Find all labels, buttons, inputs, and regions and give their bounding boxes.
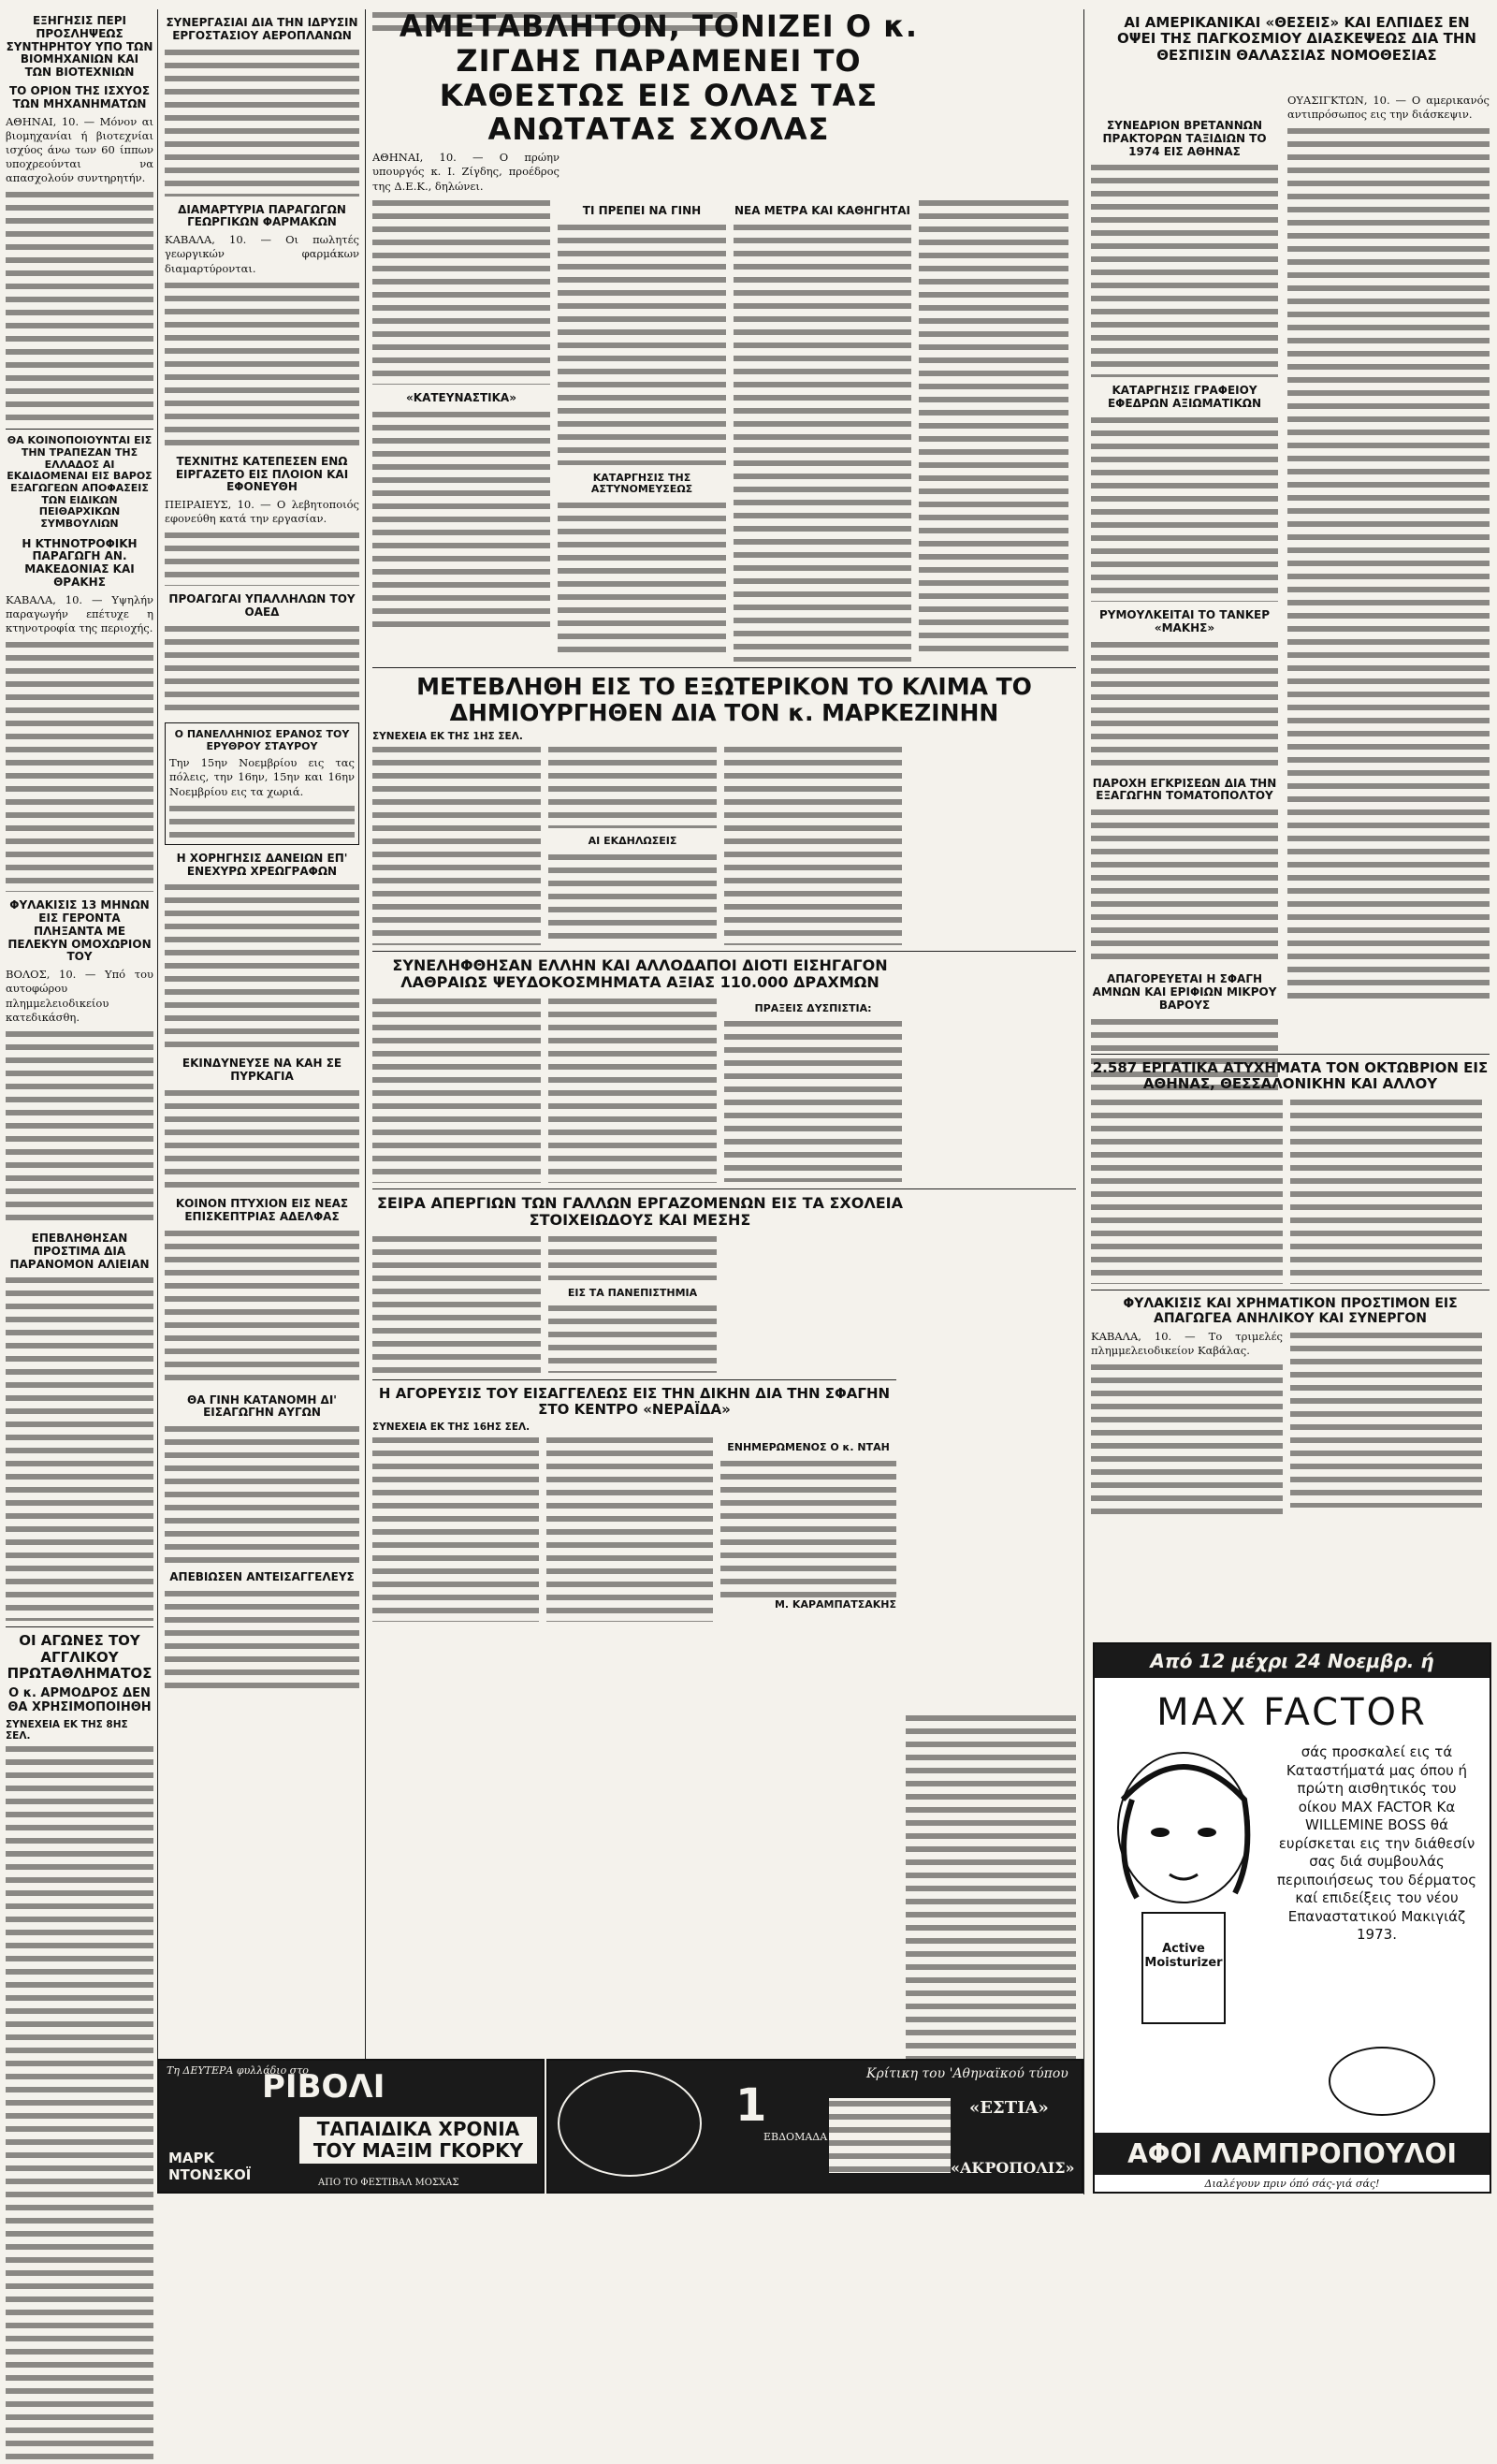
estia-title: «ΕΣΤΙΑ» bbox=[969, 2098, 1049, 2118]
subheadline-armodros: Ο κ. ΑΡΜΟΔΡΟΣ ΔΕΝ ΘΑ ΧΡΗΣΙΜΟΠΟΙΗΘΗ bbox=[7, 1686, 152, 1715]
article-body bbox=[169, 803, 355, 840]
article-text: ΚΑΒΑΛΑ, 10. — Υψηλήν παραγωγήν επέτυχε η κτηνοτροφία της περιοχής. bbox=[6, 592, 153, 635]
subhead-new-measures: ΝΕΑ ΜΕΤΡΑ ΚΑΙ ΚΑΘΗΓΗΤΑΙ bbox=[734, 203, 910, 217]
article-body bbox=[548, 1233, 717, 1280]
article-column bbox=[734, 197, 911, 662]
article-body bbox=[372, 996, 541, 1183]
model-illustration bbox=[1095, 1743, 1272, 2024]
subhead-police-abolition: ΚΑΤΑΡΓΗΣΙΣ ΤΗΣ ΑΣΤΥΝΟΜΕΥΣΕΩΣ bbox=[590, 471, 693, 496]
article-text: ΑΘΗΝΑΙ, 10. — Μόνον αι βιομηχανίαι ή βιοτεχνίαι ισχύος άνω των 60 ίππων υποχρεούνται να απασχολούν συντηρητήν. bbox=[6, 114, 153, 185]
article-body bbox=[558, 222, 726, 465]
column-rule bbox=[365, 9, 366, 2059]
headline-eggs: ΘΑ ΓΙΝΗ ΚΑΤΑΝΟΜΗ ΔΙ' ΕΙΣΑΓΩΓΗΝ ΑΥΓΩΝ bbox=[187, 1392, 337, 1420]
column-right-body bbox=[1287, 94, 1490, 1005]
divider bbox=[372, 667, 1076, 668]
divider bbox=[372, 1379, 896, 1380]
article-body bbox=[548, 1303, 717, 1373]
film-circle bbox=[558, 2070, 702, 2177]
headline-tomato-export: ΠΑΡΟΧΗ ΕΓΚΡΙΣΕΩΝ ΔΙΑ ΤΗΝ ΕΞΑΓΩΓΗΝ ΤΟΜΑΤΟΠΟΛΤΟΥ bbox=[1092, 776, 1277, 803]
byline: Μ. ΚΑΡΑΜΠΑΤΣΑΚΗΣ bbox=[774, 1597, 896, 1611]
headline-prosecutor-died: ΑΠΕΒΙΩΣΕΝ ΑΝΤΕΙΣΑΓΓΕΛΕΥΣ bbox=[169, 1570, 355, 1584]
article-body bbox=[6, 1743, 153, 2464]
week-number: 1 bbox=[735, 2079, 767, 2132]
article-body bbox=[724, 744, 902, 945]
article-body bbox=[734, 222, 911, 662]
article-body bbox=[372, 409, 550, 634]
logo-seal-icon bbox=[1329, 2047, 1435, 2116]
subheadline-machine-power: ΤΟ ΟΡΙΟΝ ΤΗΣ ΙΣΧΥΟΣ ΤΩΝ ΜΗΧΑΝΗΜΑΤΩΝ bbox=[8, 83, 151, 110]
article-body bbox=[1290, 1330, 1482, 1508]
ad-body bbox=[1095, 1743, 1490, 2024]
divider bbox=[6, 429, 153, 430]
article-body bbox=[558, 500, 726, 659]
article-body bbox=[6, 639, 153, 892]
max-factor-ad[interactable] bbox=[1093, 1642, 1491, 2194]
headline-french-strikes: ΣΕΙΡΑ ΑΠΕΡΓΙΩΝ ΤΩΝ ΓΑΛΛΩΝ ΕΡΓΑΖΟΜΕΝΩΝ ΕΙΣ ΤΑ ΣΧΟΛΕΙΑ ΣΤΟΙΧΕΙΩΔΟΥΣ ΚΑΙ ΜΕΣΗΣ bbox=[376, 1193, 904, 1230]
headline-tanker: ΡΥΜΟΥΛΚΕΙΤΑΙ ΤΟ ΤΑΝΚΕΡ «ΜΑΚΗΣ» bbox=[1098, 607, 1271, 634]
column-second bbox=[165, 9, 359, 1691]
trial-columns bbox=[372, 1435, 896, 1622]
article-body bbox=[165, 280, 359, 448]
article-column bbox=[1091, 1330, 1283, 1521]
column-rule bbox=[157, 9, 158, 2059]
article-body bbox=[1091, 1097, 1283, 1284]
red-cross-title: Ο ΠΑΝΕΛΛΗΝΙΟΣ ΕΡΑΝΟΣ ΤΟΥ ΕΡΥΘΡΟΥ ΣΤΑΥΡΟΥ bbox=[174, 728, 350, 752]
article-body bbox=[165, 1423, 359, 1564]
review-text bbox=[829, 2098, 951, 2173]
article-body bbox=[165, 882, 359, 1050]
headline-bank-of-greece: ΘΑ ΚΟΙΝΟΠΟΙΟΥΝΤΑΙ ΕΙΣ ΤΗΝ ΤΡΑΠΕΖΑΝ ΤΗΣ ΕΛΛΑΔΟΣ ΑΙ ΕΚΔΙΔΟΜΕΝΑΙ ΕΙΣ ΒΑΡΟΣ ΕΞΑΓΩΓΕΩΝ ΑΠΟΦΑΣΕΙΣ ΤΩΝ ΕΙΔΙΚΩΝ ΠΕΙΘΑΡΧΙΚΩΝ ΣΥΜΒΟΥΛΙΩΝ bbox=[7, 434, 153, 530]
article-column bbox=[724, 996, 902, 1183]
smuggling-columns bbox=[372, 996, 1076, 1183]
headline-smuggling: ΣΥΝΕΛΗΦΘΗΣΑΝ ΕΛΛΗΝ ΚΑΙ ΑΛΛΟΔΑΠΟΙ ΔΙΟΤΙ ΕΙΣΗΓΑΓΟΝ ΛΑΘΡΑΙΩΣ ΨΕΥΔΟΚΟΣΜΗΜΑΤΑ ΑΞΙΑΣ 110.000 ΔΡΑΧΜΩΝ bbox=[392, 956, 888, 992]
article-text: ΚΑΒΑΛΑ, 10. — Το τριμελές πλημμελειοδικείον Καβάλας. bbox=[1091, 1329, 1283, 1357]
headline-fire: ΕΚΙΝΔΥΝΕΥΣΕ ΝΑ ΚΑΗ ΣΕ ΠΥΡΚΑΓΙΑ bbox=[182, 1057, 342, 1084]
headline-lamb-slaughter: ΑΠΑΓΟΡΕΥΕΤΑΙ Η ΣΦΑΓΗ ΑΜΝΩΝ ΚΑΙ ΕΡΙΦΙΩΝ ΜΙΚΡΟΥ ΒΑΡΟΥΣ bbox=[1092, 972, 1277, 1012]
article-body bbox=[6, 1028, 153, 1225]
accident-columns bbox=[1091, 1097, 1490, 1284]
subhead-what-must-happen: ΤΙ ΠΡΕΠΕΙ ΝΑ ΓΙΝΗ bbox=[582, 203, 702, 217]
main-headline-zigdis: ΑΜΕΤΑΒΛΗΤΟΝ, ΤΟΝΙΖΕΙ Ο κ. ΖΙΓΔΗΣ ΠΑΡΑΜΕΝΕΙ ΤΟ ΚΑΘΕΣΤΩΣ ΕΙΣ ΟΛΑΣ ΤΑΣ ΑΝΩΤΑΤΑΣ ΣΧΟΛΑΣ bbox=[399, 9, 919, 148]
headline-english-league: ΟΙ ΑΓΩΝΕΣ ΤΟΥ ΑΓΓΛΙΚΟΥ ΠΡΩΤΑΘΛΗΜΑΤΟΣ bbox=[7, 1632, 153, 1682]
headline-nurses: ΚΟΙΝΟΝ ΠΤΥΧΙΟΝ ΕΙΣ ΝΕΑΣ ΕΠΙΣΚΕΠΤΡΙΑΣ ΑΔΕΛΦΑΣ bbox=[175, 1197, 349, 1223]
article-body bbox=[1091, 162, 1278, 377]
main-article-columns bbox=[372, 197, 1076, 662]
store-tagline: Διαλέγουν πριν όπό σάς-γιά σάς! bbox=[1204, 2178, 1380, 2190]
subhead-manifestations: ΑΙ ΕΚΔΗΛΩΣΕΙΣ bbox=[588, 835, 677, 847]
divider bbox=[1091, 1054, 1490, 1055]
article-column bbox=[720, 1435, 896, 1622]
article-body bbox=[1091, 807, 1278, 966]
rivoli-cinema-ad[interactable] bbox=[157, 2059, 545, 2194]
bottle-label: Active Moisturizer bbox=[1144, 1942, 1223, 1970]
continuation-note: ΣΥΝΕΧΕΙΑ ΕΚ ΤΗΣ 8ΗΣ ΣΕΛ. bbox=[6, 1718, 128, 1742]
film-title: ΤΑΠΑΙΔΙΚΑ ΧΡΟΝΙΑ ΤΟΥ ΜΑΞΙΜ ΓΚΟΡΚΥ bbox=[299, 2117, 537, 2164]
article-body bbox=[165, 1228, 359, 1387]
red-cross-text: Την 15ην Νοεμβρίου εις τας πόλεις, την 16ην, 15ην και 16ην Νοεμβρίου εις τα χωριά. bbox=[169, 756, 355, 798]
divider bbox=[372, 1188, 1076, 1189]
article-body bbox=[165, 530, 359, 586]
article-body bbox=[165, 47, 359, 197]
article-body bbox=[548, 744, 717, 828]
article-column bbox=[558, 197, 726, 662]
article-body bbox=[372, 744, 541, 945]
subhead-distrust: ΠΡΑΞΕΙΣ ΔΥΣΠΙΣΤΙΑ: bbox=[754, 1001, 872, 1014]
article-body bbox=[372, 1233, 541, 1374]
headline-oaed-promotions: ΠΡΟΑΓΩΓΑΙ ΥΠΑΛΛΗΛΩΝ ΤΟΥ ΟΑΕΔ bbox=[168, 592, 356, 620]
headline-kidnapper-fine: ΦΥΛΑΚΙΣΙΣ ΚΑΙ ΧΡΗΜΑΤΙΚΟΝ ΠΡΟΣΤΙΜΟΝ ΕΙΣ ΑΠΑΓΩΓΕΑ ΑΝΗΛΙΚΟΥ ΚΑΙ ΣΥΝΕΡΓΟΝ bbox=[1123, 1295, 1458, 1326]
article-body bbox=[546, 1435, 713, 1622]
ad-top-text: Κρίτικη του 'Αθηναϊκού τύπου bbox=[866, 2066, 1068, 2081]
moisturizer-bottle bbox=[1141, 1912, 1226, 2024]
article-column bbox=[548, 744, 717, 945]
headline-conservator: ΕΞΗΓΗΣΙΣ ΠΕΡΙ ΠΡΟΣΛΗΨΕΩΣ ΣΥΝΤΗΡΗΤΟΥ ΥΠΟ ΤΩΝ ΒΙΟΜΗΧΑΝΙΩΝ ΚΑΙ ΤΩΝ ΒΙΟΤΕΧΝΙΩΝ bbox=[6, 14, 153, 80]
article-body bbox=[1091, 1362, 1283, 1521]
article-column bbox=[919, 197, 1068, 662]
article-body bbox=[6, 1275, 153, 1621]
article-text: ΚΑΒΑΛΑ, 10. — Οι πωλητές γεωργικών φαρμάκων διαμαρτύρονται. bbox=[165, 233, 359, 275]
article-body bbox=[724, 1018, 902, 1182]
director-name: ΜΑΡΚ ΝΤΟΝΣΚΟΪ bbox=[168, 2150, 252, 2183]
article-body bbox=[372, 1435, 539, 1622]
festival-note: ΑΠΟ ΤΟ ΦΕΣΤΙΒΑΛ ΜΟΣΧΑΣ bbox=[318, 2178, 459, 2188]
divider bbox=[372, 951, 1076, 952]
article-body bbox=[165, 1588, 359, 1691]
headline-american-positions: ΑΙ ΑΜΕΡΙΚΑΝΙΚΑΙ «ΘΕΣΕΙΣ» ΚΑΙ ΕΛΠΙΔΕΣ ΕΝ ΟΨΕΙ ΤΗΣ ΠΑΓΚΟΣΜΙΟΥ ΔΙΑΣΚΕΨΕΩΣ ΔΙΑ ΤΗΝ ΘΕΣΠΙΣΙΝ ΘΑΛΑΣΣΙΑΣ ΝΟΜΟΘΕΣΙΑΣ bbox=[1117, 14, 1476, 64]
headline-imprisonment: ΦΥΛΑΚΙΣΙΣ 13 ΜΗΝΩΝ ΕΙΣ ΓΕΡΟΝΤΑ ΠΛΗΞΑΝΤΑ ΜΕ ΠΕΛΕΚΥΝ ΟΜΟΧΩΡΙΟΝ ΤΟΥ bbox=[7, 898, 152, 964]
divider bbox=[6, 1626, 153, 1627]
kidnap-columns bbox=[1091, 1330, 1490, 1521]
headline-reserve-officers: ΚΑΤΑΡΓΗΣΙΣ ΓΡΑΦΕΙΟΥ ΕΦΕΔΡΩΝ ΑΞΙΩΜΑΤΙΚΩΝ bbox=[1107, 384, 1262, 411]
headline-neraida-trial: Η ΑΓΟΡΕΥΣΙΣ ΤΟΥ ΕΙΣΑΓΓΕΛΕΩΣ ΕΙΣ ΤΗΝ ΔΙΚΗΝ ΔΙΑ ΤΗΝ ΣΦΑΓΗΝ ΣΤΟ ΚΕΝΤΡΟ «ΝΕΡΑΪΔΑ» bbox=[378, 1384, 891, 1418]
article-body bbox=[6, 189, 153, 423]
article-body bbox=[372, 197, 550, 385]
article-body bbox=[919, 197, 1068, 656]
article-body bbox=[1287, 125, 1490, 1005]
headline-fines-fishing: ΕΠΕΒΛΗΘΗΣΑΝ ΠΡΟΣΤΙΜΑ ΔΙΑ ΠΑΡΑΝΟΜΟΝ ΑΛΙΕΙΑΝ bbox=[9, 1231, 150, 1271]
column-right-lower bbox=[1091, 1048, 1490, 1521]
article-body bbox=[165, 623, 359, 717]
subhead-ntai: ΕΝΗΜΕΡΩΜΕΝΟΣ Ο κ. ΝΤΑΗ bbox=[727, 1441, 890, 1454]
ad-brand: MAX FACTOR bbox=[1156, 1691, 1428, 1734]
akropolis-title: «ΑΚΡΟΠΟΛΙΣ» bbox=[951, 2159, 1075, 2177]
article-text: ΑΘΗΝΑΙ, 10. — Ο πρώην υπουργός κ. Ι. Ζίγδης, προέδρος της Δ.Ε.Κ., δηλώνει. bbox=[372, 151, 560, 193]
article-column bbox=[372, 197, 550, 662]
article-text: ΠΕΙΡΑΙΕΥΣ, 10. — Ο λεβητοποιός εφονεύθη κατά την εργασίαν. bbox=[165, 498, 359, 526]
article-column bbox=[548, 1233, 717, 1374]
ad-invitation: σάς προσκαλεί εις τά Καταστήματά μας όπου ή πρώτη αισθητικός του οίκου MAX FACTOR Kα WILLEMINE BOSS θά ευρίσκεται εις την διάθεσίν σας διά συμβουλάς περιποιήσεως του δέρματος καί επιδείξεις του νέου Επαναστατικού Μακιγιάζ 1973. bbox=[1276, 1743, 1477, 1943]
article-text: ΒΟΛΟΣ, 10. — Υπό του αυτοφώρου πλημμελειοδικείου κατεδικάσθη. bbox=[6, 968, 153, 1024]
article-text: ΟΥΑΣΙΓΚΤΩΝ, 10. — Ο αμερικανός αντιπρόσωπος εις την διάσκεψιν. bbox=[1287, 94, 1490, 122]
article-body bbox=[1091, 639, 1278, 770]
headline-livestock: Η ΚΤΗΝΟΤΡΟΦΙΚΗ ΠΑΡΑΓΩΓΗ ΑΝ. ΜΑΚΕΔΟΝΙΑΣ ΚΑΙ ΘΡΑΚΗΣ bbox=[22, 536, 138, 589]
article-body bbox=[1091, 415, 1278, 602]
center-block bbox=[372, 9, 1076, 1622]
subhead-appeasement: «ΚΑΤΕΥΝΑΣΤΙΚΑ» bbox=[406, 390, 516, 404]
headline-travel-agents: ΣΥΝΕΔΡΙΟΝ ΒΡΕΤΑΝΝΩΝ ΠΡΑΚΤΟΡΩΝ ΤΑΞΙΔΙΩΝ ΤΟ 1974 ΕΙΣ ΑΘΗΝΑΣ bbox=[1102, 119, 1267, 158]
continuation-note: ΣΥΝΕΧΕΙΑ ΕΚ ΤΗΣ 16ΗΣ ΣΕΛ. bbox=[372, 1422, 530, 1434]
headline-work-accidents: 2.587 ΕΡΓΑΤΙΚΑ ΑΤΥΧΗΜΑΤΑ ΤΟΝ ΟΚΤΩΒΡΙΟΝ ΕΙΣ ΑΘΗΝΑΣ, ΘΕΣΣΑΛΟΝΙΚΗΝ ΚΑΙ ΑΛΛΟΥ bbox=[1092, 1059, 1489, 1093]
headline-worker-death: ΤΕΧΝΙΤΗΣ ΚΑΤΕΠΕΣΕΝ ΕΝΩ ΕΙΡΓΑΖΕΤΟ ΕΙΣ ΠΛΟΙΟΝ ΚΑΙ ΕΦΟΝΕΥΘΗ bbox=[175, 454, 349, 494]
continuation-note: ΣΥΝΕΧΕΙΑ ΕΚ ΤΗΣ 1ΗΣ ΣΕΛ. bbox=[372, 731, 523, 742]
headline-markezinis: ΜΕΤΕΒΛΗΘΗ ΕΙΣ ΤΟ ΕΞΩΤΕΡΙΚΟΝ ΤΟ ΚΛΙΜΑ ΤΟ ΔΗΜΙΟΥΡΓΗΘΕΝ ΔΙΑ ΤΟΝ κ. ΜΑΡΚΕΖΙΝΗΝ bbox=[416, 672, 1032, 727]
headline-loans: Η ΧΟΡΗΓΗΣΙΣ ΔΑΝΕΙΩΝ ΕΠ' ΕΝΕΧΥΡΩ ΧΡΕΩΓΡΑΦΩΝ bbox=[176, 851, 348, 878]
column-right bbox=[1104, 9, 1490, 67]
red-cross-box bbox=[165, 722, 359, 845]
article-body bbox=[548, 852, 717, 945]
subhead-universities: ΕΙΣ ΤΑ ΠΑΝΕΠΙΣΤΗΜΙΑ bbox=[567, 1286, 698, 1299]
article-body bbox=[165, 1087, 359, 1190]
store-name: ΑΦΟΙ ΛΑΜΠΡΟΠΟΥΛΟΙ bbox=[1095, 2133, 1490, 2175]
column-rule bbox=[1083, 9, 1084, 2194]
strike-columns bbox=[372, 1233, 1076, 1374]
article-body bbox=[548, 996, 717, 1183]
cinema-name: ΡΙΒΟΛΙ bbox=[262, 2068, 385, 2106]
article-body bbox=[720, 1458, 896, 1598]
column-left bbox=[6, 9, 153, 2464]
markezinis-columns bbox=[372, 744, 1076, 945]
headline-aircraft-factory: ΣΥΝΕΡΓΑΣΙΑΙ ΔΙΑ ΤΗΝ ΙΔΡΥΣΙΝ ΕΡΓΟΣΤΑΣΙΟΥ ΑΕΡΟΠΛΑΝΩΝ bbox=[166, 16, 358, 42]
article-body bbox=[1290, 1097, 1482, 1284]
ad-top-text: Τη ΔΕΥΤΕΡΑ φυλλάδιο στο bbox=[167, 2064, 309, 2077]
headline-pesticide-protest: ΔΙΑΜΑΡΤΥΡΙΑ ΠΑΡΑΓΩΓΩΝ ΓΕΩΡΓΙΚΩΝ ΦΑΡΜΑΚΩΝ bbox=[178, 202, 346, 229]
week-label: ΕΒΔΟΜΑΔΑ bbox=[763, 2131, 828, 2143]
column-fifth bbox=[1091, 112, 1278, 1157]
estia-review-ad[interactable] bbox=[546, 2059, 1083, 2194]
ad-date-banner: Από 12 μέχρι 24 Νοεμβρ. ή bbox=[1095, 1644, 1490, 1678]
